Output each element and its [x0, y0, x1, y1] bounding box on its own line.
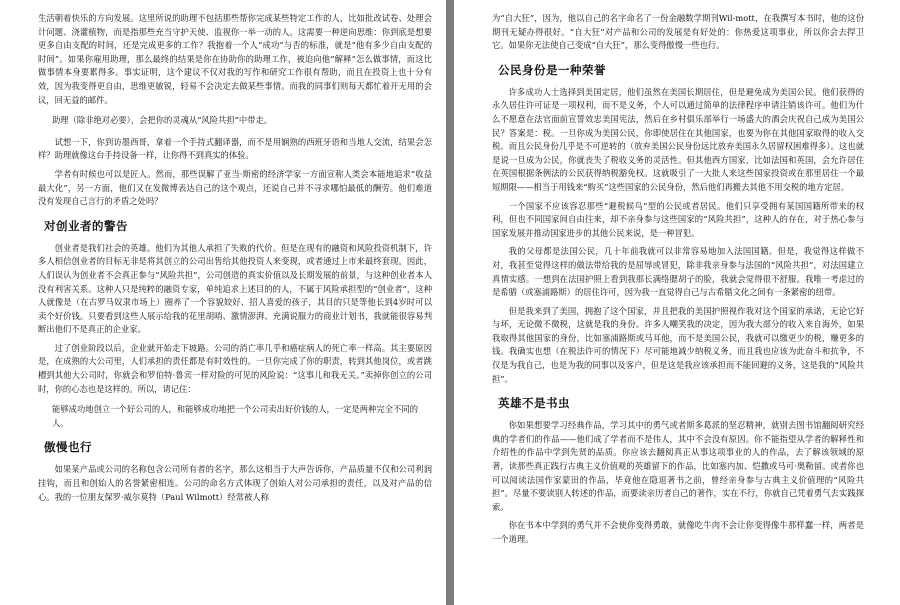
page-gutter [446, 0, 454, 605]
paragraph: 你如果想要学习经典作品，学习其中的勇气或者斯多葛派的坚忍精神，就别去图书馆翻阅研究经典的学者们的作品——他们成了学者而不是伟人，其中不会没有原因。你不能指望从学者的解释性和介绍性的作品中学到先贤的品质。你应该去翻阅真正从事这项事业的人的作品，去了解该领域的原著，读那些真正践行古典主义价值观的英雄留下的作品，比如塞内加、恺撒或马可·奥勒留。或者你也可以阅读法国作家蒙田的作品，毕竟他在隐退著书之前，曾经亲身参与古典主义价值理的“风险共担”。尽量不要读别人转述的作品，而要读亲历者自己的著作，实在不行，你就自己凭着勇气去实践探索。 [492, 420, 864, 512]
paragraph: 但是我来到了美国，拥抱了这个国家，并且把我的美国护照视作我对这个国家的承诺，无论它好与坏，无论微不微税，这就是我的身份。许多人嘲笑我的决定，因为我大部分的收入来自海外，如果我取得其他国家的身份，比如塞浦路斯或马耳他，而不是美国公民，我就可以缴更少的税，赚更多的钱。我确实也想（在税法许可的情况下）尽可能地减少纳税义务，而且我也应该为此奋斗和抗争，不仅是为我自己，也是为我的同事以及客户，但是这是我应该承担而不能回避的义务，这是我的“风险共担”。 [492, 305, 864, 384]
paragraph: 一个国家不应该容忍那些“避税候鸟”型的公民或者居民。他们只享受拥有某国国籍所带来的权利，但也不同国家间自由往来，却不亲身参与这些国家的“风险共担”，这种人的存在，对于热心参与国家发展并推动国家进步的其他公民来说，是一种冒犯。 [492, 200, 864, 238]
paragraph: 我的父母都是法国公民，几十年前我就可以非常容易地加入法国国籍。但是，我觉得这样做不对，我甚至觉得这样的做法带给我的是屈辱或冒犯，除非我亲身参与法国的“风险共担”，对法国建立真情实感。一想到在法国护照上看到我那长满络腮胡子的脸，我就会觉得很不舒服。我唯一考虑过的是希腊（或塞浦路斯）的居住许可，因为我一直觉得自己与古希腊文化之间有一条紧密的纽带。 [492, 246, 864, 298]
section-heading: 英雄不是书虫 [498, 396, 570, 411]
pull-quote: 助理（除非绝对必要），会把你的灵魂从“风险共担”中带走。 [52, 115, 273, 126]
paragraph: 你在书本中学到的勇气并不会使你变得勇敢，就像吃牛肉不会让你变得像牛那样蠢一样，两者是一个道理。 [492, 520, 864, 544]
paragraph: 创业者是我们社会的英雄。他们为其他人承担了失败的代价。但是在现有的融资和风险投资机制下，许多人相信创业者的目标无非是将其创立的公司出售给其他投资人来变现，或者通过上市来最终套现。因此，人们误认为创业者不会真正参与“风险共担”，公司创造的真实价值以及长期发展的前景，与这种创业者本人没有利害关系。这种人只是纯粹的融资专家，单纯追求上述目的的人，不属于风险承担型的“创业者”，这种人就像是（在古罗马奴隶市场上）圈养了一个容貌姣好、招人喜爱的孩子，其目的只是等他长到4岁时可以卖个好价钱。只要看到这些人展示给我的花里胡哨、激情澎湃、充满说服力的商业计划书，我就能很容易判断出他们不是真正的企业家。 [38, 242, 432, 335]
section-heading: 对创业者的警告 [44, 218, 128, 233]
paragraph: 过了创业阶段以后，企业就开始走下坡路。公司的消亡率几乎和癌症病人的死亡率一样高。其主要原因是，在成熟的大公司里，人们承担的责任都是有时效性的。一旦你完成了你的职责，转到其他岗位，或者跳槽到其他大公司时，你就会和罗伯特·鲁宾一样对险的可见的风险说：“这事儿和我无关。”卖掉你创立的公司时，你的心态也是这样的。所以，请记住： [38, 342, 432, 394]
paragraph: 学者有时候也可以是匠人。然而，那些误解了亚当·斯密的经济学家一方面宣称人类会本能地追求“收益最大化”，另一方面，他们又在发微博表达自己的这个观点，还说自己并不寻求哪怕最低的酬劳。他们难道没有发现自己言行的矛盾之处吗？ [38, 168, 432, 207]
left-page [0, 0, 446, 605]
section-heading: 公民身份是一种荣誉 [498, 62, 606, 77]
paragraph: 生活朝着快乐的方向发展。这里所说的助理不包括那些帮你完成某些特定工作的人，比如批改试卷、处理会计问题、浇灌植物，而是指那些充当守护天使、监视你一举一动的人。这需要一种逆向思维：你到底是想要更多自由支配的时间，还是完成更多的工作？我抱着一个人“成功”与否的标准，就是“他有多少自由支配的时间”。如果你雇用助理，那么最终的结果是你在协助你的助理工作，被迫向他“解释”怎么做事情，而这比做事情本身要累得多。事实证明，这个建议不仅对我的写作和研究工作很有帮助，而且在投资上也十分有效，因为我变得更自由，思维更敏锐，轻易不会决定去做某些事情。而我的同事们则每天都忙着开无用的会议，回无益的邮件。 [38, 13, 432, 105]
section-heading: 傲慢也行 [44, 440, 92, 455]
right-page [454, 0, 900, 605]
paragraph: 试想一下，你到访墨西哥，拿着一个手持式翻译器，而不是用娴熟的西班牙语和当地人交流，结果会怎样？助理就像这台手持设备一样，让你得不到真实的体验。 [38, 136, 432, 161]
paragraph: 许多成功人士选择到美国定居，他们虽然在美国长期居住，但是避免成为美国公民。他们获得的永久居住许可证是一项权利，而不是义务，个人可以通过简单的法律程序申请注销该许可。他们为什么不愿意在法官面前宣誓效忠美国宪法，然后在乡村俱乐部举行一场盛大的酒会庆祝自己成为美国公民？答案是：税。一旦你成为美国公民，你即使居住在其他国家，也要为你在其他国家取得的收入交税。而且公民身份几乎是不可逆转的（放弃美国公民身份远比放弃美国永久居留权困难得多）。这也就是说一旦成为公民，你就丧失了税收义务的灵活性。但其他西方国家，比如法国和英国，会允许居住在英国根据条例法的公民获得纳税豁免权。这就吸引了一大批人来这些国家投资或在那里居住一个最短期限——相当于用钱来“购买”这些国家的公民身份，然后他们再搬去其他不用交税的地方定居。 [492, 86, 864, 192]
pull-quote: 能够成功地创立一个好公司的人，和能够成功地把一个公司卖出好价钱的人，一定是两种完全不同的人。 [52, 404, 418, 428]
paragraph: 如果某产品或公司的名称包含公司所有者的名字，那么这相当于大声告诉你，产品质量不仅和公司利润挂钩，而且和创始人的名誉紧密相连。公司的命名方式体现了创始人对公司承担的责任，以及对产品的信心。我的一位朋友保罗·威尔莫特（Paul Wilmott）经常被人称 [38, 464, 432, 502]
paragraph: 为“自大狂”，因为，他以自己的名字命名了一份金融数学期刊Wil-mott，在我撰写本书时，他的这份期刊无疑办得很好。“自大狂”对产品和公司的发展是有好处的：你热爱这项事业，所以你会去捍卫它。如果你无法使自己变成“自大狂”，那么变得傲慢一些也行。 [492, 13, 864, 51]
